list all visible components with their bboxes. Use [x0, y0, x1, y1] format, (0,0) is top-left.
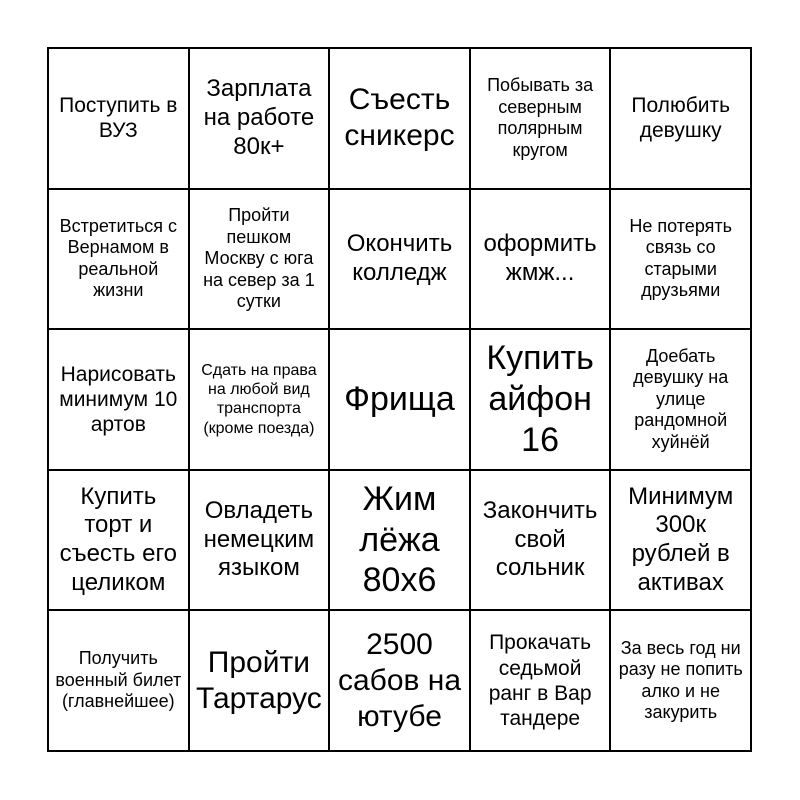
bingo-cell[interactable]: Окончить колледж: [330, 190, 471, 331]
bingo-cell[interactable]: Сдать на права на любой вид транспорта (кроме поезда): [190, 330, 331, 471]
bingo-cell[interactable]: Фрища: [330, 330, 471, 471]
bingo-cell[interactable]: Пройти пешком Москву с юга на север за 1 сутки: [190, 190, 331, 331]
bingo-cell[interactable]: Купить торт и съесть его целиком: [49, 471, 190, 612]
bingo-cell[interactable]: Минимум 300к рублей в активах: [611, 471, 752, 612]
bingo-cell[interactable]: Побывать за северным полярным кругом: [471, 49, 612, 190]
bingo-cell[interactable]: Встретиться с Вернамом в реальной жизни: [49, 190, 190, 331]
bingo-cell[interactable]: Закончить свой сольник: [471, 471, 612, 612]
bingo-cell[interactable]: оформить жмж...: [471, 190, 612, 331]
bingo-cell[interactable]: Съесть сникерс: [330, 49, 471, 190]
bingo-cell[interactable]: Не потерять связь со старыми друзьями: [611, 190, 752, 331]
bingo-cell[interactable]: Овладеть немецким языком: [190, 471, 331, 612]
bingo-cell[interactable]: Полюбить девушку: [611, 49, 752, 190]
bingo-cell[interactable]: Жим лёжа 80x6: [330, 471, 471, 612]
bingo-cell[interactable]: Получить военный билет (главнейшее): [49, 611, 190, 752]
bingo-board: [47, 47, 752, 752]
bingo-cell[interactable]: Нарисовать минимум 10 артов: [49, 330, 190, 471]
bingo-cell[interactable]: 2500 сабов на ютубе: [330, 611, 471, 752]
bingo-cell[interactable]: Доебать девушку на улице рандомной хуйнёй: [611, 330, 752, 471]
bingo-cell[interactable]: За весь год ни разу не попить алко и не закурить: [611, 611, 752, 752]
bingo-cell[interactable]: Пройти Тартарус: [190, 611, 331, 752]
bingo-cell[interactable]: Купить айфон 16: [471, 330, 612, 471]
bingo-cell[interactable]: Поступить в ВУЗ: [49, 49, 190, 190]
bingo-cell[interactable]: Зарплата на работе 80к+: [190, 49, 331, 190]
bingo-cell[interactable]: Прокачать седьмой ранг в Вар тандере: [471, 611, 612, 752]
